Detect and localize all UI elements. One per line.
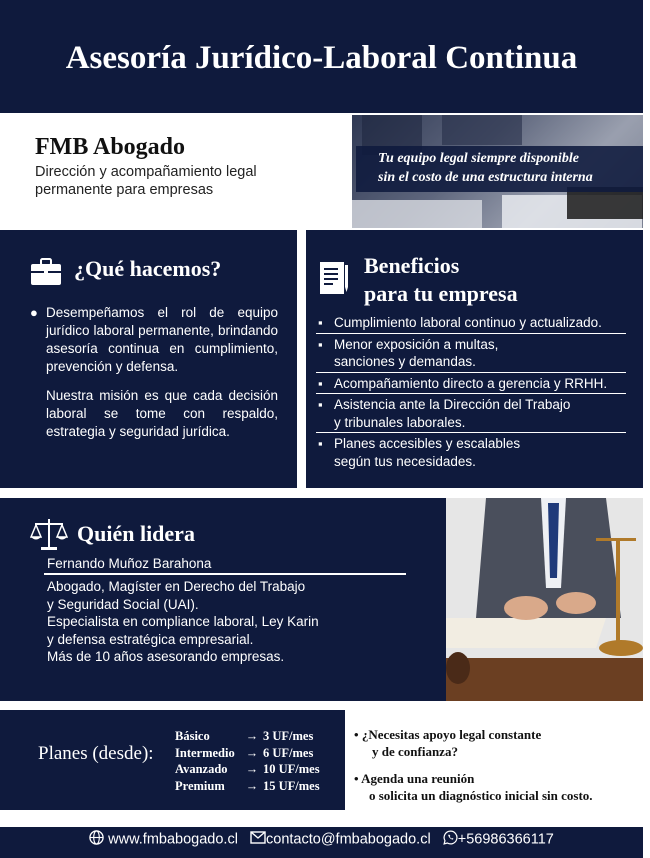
planes-label: Planes (desde): <box>38 743 154 764</box>
benefit-text: Planes accesibles y escalables <box>334 436 521 451</box>
plan-row <box>175 778 320 795</box>
que-hacemos-title: ¿Qué hacemos? <box>74 256 222 281</box>
bullet-dot: ● <box>30 305 38 320</box>
beneficios-title-line: Beneficios <box>364 253 460 278</box>
plan-price: 10 UF/mes <box>263 762 320 776</box>
plan-price: 3 UF/mes <box>263 729 314 743</box>
beneficios-title-line: para tu empresa <box>364 281 518 306</box>
firm-desc-line: permanente para empresas <box>35 182 214 198</box>
arrow-icon: → <box>245 745 259 760</box>
scales-icon <box>30 517 68 556</box>
benefit-text: según tus necesidades. <box>334 453 476 469</box>
mail-icon <box>250 831 266 848</box>
bullet-dot: • <box>354 727 359 742</box>
phone-link[interactable]: +56986366117 <box>457 831 554 848</box>
plan-name: Avanzado <box>175 762 228 776</box>
benefit-text: Menor exposición a multas, <box>334 336 499 352</box>
bullet-dot: ▪ <box>318 436 323 451</box>
lawyer-photo <box>446 498 643 701</box>
cta-action-line: Agenda una reunión <box>361 771 475 786</box>
plan-row <box>175 745 320 762</box>
email-link[interactable]: contacto@fmbabogado.cl <box>266 831 431 848</box>
plan-row <box>175 761 320 778</box>
que-hacemos-paragraph: Desempeñamos el rol de equipo jurídico laboral permanente, brindando asesoría continua en cumplimiento, prevención y defensa. <box>46 305 278 374</box>
plan-name: Intermedio <box>175 745 235 760</box>
leader-bio-line: Especialista en compliance laboral, Ley Karin <box>47 614 319 629</box>
benefit-item <box>316 435 626 471</box>
leader-bio-line: y defensa estratégica empresarial. <box>47 631 254 647</box>
beneficios-list <box>316 314 626 473</box>
plan-name: Básico <box>175 729 210 743</box>
bullet-dot: • <box>354 771 359 786</box>
page-title: Asesoría Jurídico-Laboral Continua <box>65 40 578 76</box>
benefit-item <box>316 336 626 373</box>
benefit-text: y tribunales laborales. <box>334 414 466 430</box>
cta-action-line: o solicita un diagnóstico inicial sin costo. <box>369 788 593 803</box>
footer-contacts <box>0 830 643 849</box>
tagline-line: sin el costo de una estructura interna <box>378 170 593 185</box>
leader-name: Fernando Muñoz Barahona <box>47 556 212 571</box>
benefit-text: sanciones y demandas. <box>334 354 476 369</box>
tagline <box>356 146 643 192</box>
benefit-text: Acompañamiento directo a gerencia y RRHH. <box>334 375 608 391</box>
arrow-icon: → <box>245 778 259 793</box>
plan-name: Premium <box>175 778 225 793</box>
plan-price: 6 UF/mes <box>263 745 314 760</box>
leader-bio-line: y Seguridad Social (UAI). <box>47 596 199 612</box>
leader-bio-line: Más de 10 años asesorando empresas. <box>47 649 285 664</box>
firm-description <box>35 163 325 199</box>
que-hacemos-mission: Nuestra misión es que cada decisión laboral se tome con respaldo, estrategia y seguridad jurídica. <box>46 388 278 439</box>
benefit-item <box>316 396 626 433</box>
bullet-dot: ▪ <box>318 315 323 330</box>
plan-price: 15 UF/mes <box>263 778 320 793</box>
plan-row <box>175 728 320 745</box>
briefcase-icon <box>30 257 62 292</box>
plans-table <box>175 728 320 794</box>
document-icon <box>318 259 352 302</box>
firm-desc-line: Dirección y acompañamiento legal <box>35 164 257 180</box>
cta-question-line: ¿Necesitas apoyo legal constante <box>361 727 542 742</box>
benefit-item <box>316 314 626 334</box>
cta-question-line: y de confianza? <box>372 744 458 759</box>
cta-action <box>354 770 593 804</box>
beneficios-title <box>364 252 518 308</box>
arrow-icon: → <box>245 729 259 743</box>
leader-bio <box>47 578 319 666</box>
benefit-text: Cumplimiento laboral continuo y actualizado. <box>334 315 602 330</box>
website-link[interactable]: www.fmbabogado.cl <box>108 831 238 848</box>
cta-question <box>354 726 541 760</box>
firm-name: FMB Abogado <box>35 134 186 160</box>
bullet-dot: ▪ <box>318 397 323 412</box>
benefit-text: Asistencia ante la Dirección del Trabajo <box>334 397 571 412</box>
leader-bio-line: Abogado, Magíster en Derecho del Trabajo <box>47 579 306 594</box>
whatsapp-icon <box>443 830 458 849</box>
tagline-line: Tu equipo legal siempre disponible <box>378 151 579 166</box>
benefit-item <box>316 375 626 395</box>
divider <box>44 573 406 575</box>
bullet-dot: ▪ <box>318 375 323 391</box>
quien-lidera-title: Quién lidera <box>77 521 195 546</box>
arrow-icon: → <box>245 762 259 776</box>
globe-icon <box>89 830 104 849</box>
bullet-dot: ▪ <box>318 336 323 352</box>
